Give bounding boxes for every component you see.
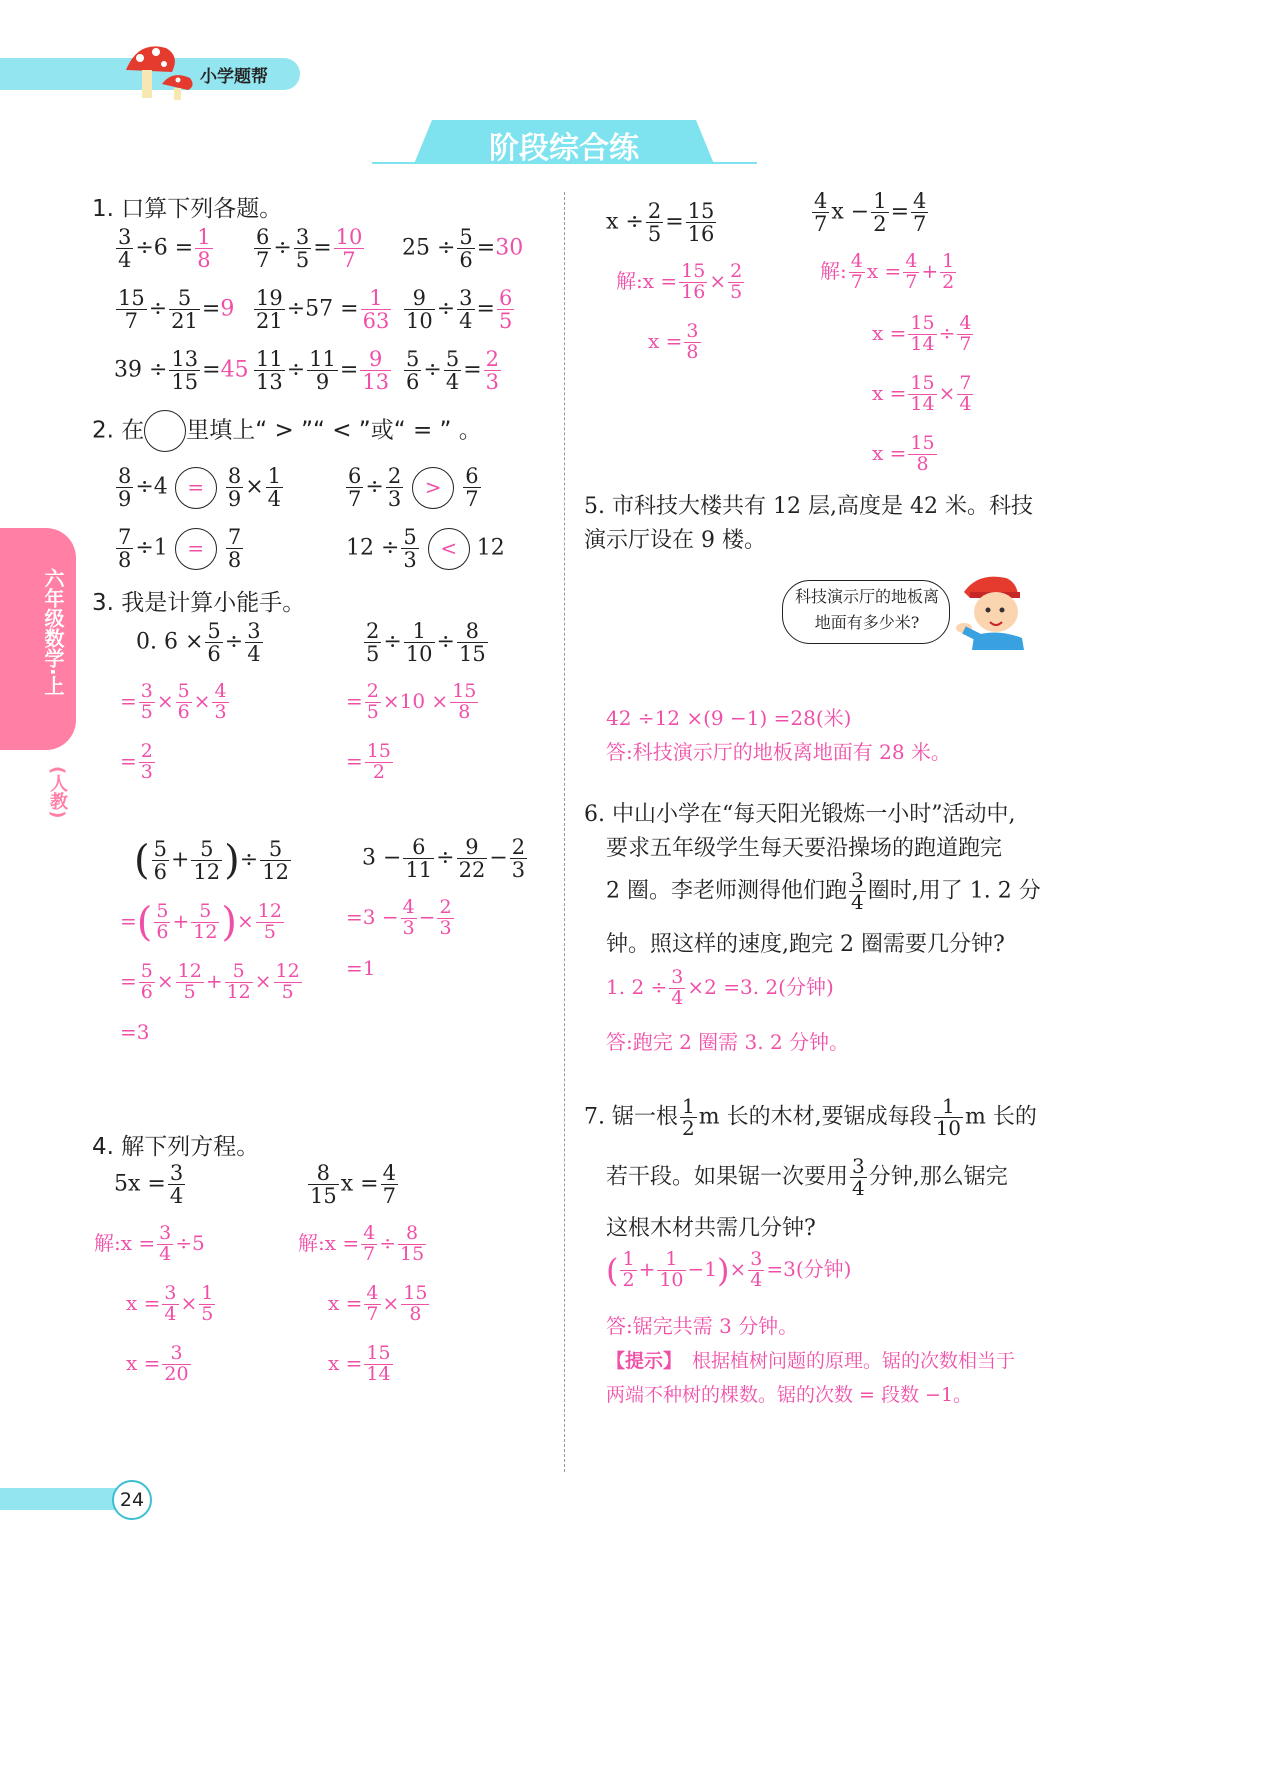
tip-label: 【提示】 [606,1350,683,1372]
page-number: 24 [112,1480,152,1520]
compare-circle[interactable]: = [175,467,217,509]
q5-reply: 答:科技演示厅的地板离地面有 28 米。 [606,740,951,764]
q3-problem-4: 3 − $\frac{6}{11}$ ÷ $\frac{9}{22}$ − $\frac{2}{3}$ [362,835,526,883]
compare-circle[interactable]: = [175,528,217,570]
q4-e4-step2: x = $\frac{15}{14}$ ÷ $\frac{4}{7}$ [872,312,972,355]
q4-eq-3: x ÷ $\frac{2}{5}$ = $\frac{15}{16}$ [606,199,715,247]
speech-bubble-text: 科技演示厅的地板离地面有多少米? [794,587,939,632]
q4-e4-step3: x = $\frac{15}{14}$ × $\frac{7}{4}$ [872,372,972,415]
q3-problem-2: $\frac{2}{5}$ ÷ $\frac{1}{10}$ ÷ $\frac{8}{15}$ [366,619,486,667]
q4-eq-4: $\frac{4}{7}$ x − $\frac{1}{2}$ = $\frac{4}{7}$ [814,189,927,237]
q6-reply: 答:跑完 2 圈需 3. 2 分钟。 [606,1030,850,1054]
q4-e4-step4: x = $\frac{15}{8}$ [872,432,935,475]
q3-problem-1: 0. 6 × $\frac{5}{6}$ ÷ $\frac{3}{4}$ [136,619,261,667]
q3-p2-step2: = $\frac{15}{2}$ [346,740,391,783]
q4-title: 4. 解下列方程。 [92,1134,260,1160]
q1-item-5: $\frac{19}{21}$ ÷57 = $\frac{1}{63}$ [256,286,390,334]
q2-item-2: $\frac{6}{7}$ ÷ $\frac{2}{3}$ > $\frac{6}{7}$ [348,464,479,512]
q3-p3-step1: =( $\frac{5}{6}$ + $\frac{5}{12}$ )× $\frac{12}{5}$ [120,899,282,946]
section-title: 阶段综合练 [489,131,639,166]
q6-line-2: 要求五年级学生每天要沿操场的跑道跑完 [606,836,1003,861]
q1-item-3: 25 ÷ $\frac{5}{6}$ =30 [402,225,524,273]
q1-item-1: $\frac{3}{4}$ ÷6 = $\frac{1}{8}$ [118,225,211,273]
q4-e3-step1: 解:x = $\frac{15}{16}$ × $\frac{2}{5}$ [616,260,743,303]
mushroom-icon [118,40,198,106]
q4-e1-step1: 解:x = $\frac{3}{4}$ ÷5 [94,1222,205,1265]
q6-answer: 1. 2 ÷ $\frac{3}{4}$ ×2 =3. 2(分钟) [606,966,834,1009]
q3-p4-step1: =3 − $\frac{4}{3}$ − $\frac{2}{3}$ [346,896,452,939]
q4-e4-step1: 解: $\frac{4}{7}$ x = $\frac{4}{7}$ + $\frac{1}{2}$ [820,250,955,293]
q1-item-4: $\frac{15}{7}$ ÷ $\frac{5}{21}$ =9 [118,286,235,334]
q7-tip: 【提示】 根据植树问题的原理。锯的次数相当于两端不种树的棵数。锯的次数 = 段数 −1。 [606,1350,1016,1406]
q1-item-7: 39 ÷ $\frac{13}{15}$ =45 [114,347,249,395]
q7-reply: 答:锯完共需 3 分钟。 [606,1314,799,1338]
q5-answer: 42 ÷12 ×(9 −1) =28(米) [606,706,852,730]
q3-p1-step1: = $\frac{3}{5}$ × $\frac{5}{6}$ × $\frac{4}{3}$ [120,680,227,723]
q4-e2-step1: 解:x = $\frac{4}{7}$ ÷ $\frac{8}{15}$ [298,1222,425,1265]
q5-text: 5. 市科技大楼共有 12 层,高度是 42 米。科技演示厅设在 9 楼。 [584,494,1033,554]
q3-p3-step2: = $\frac{5}{6}$ × $\frac{12}{5}$ + $\frac{5}{12}$ × $\frac{12}{5}$ [120,960,300,1003]
q2-title: 2. 在 里填上“ > ”“ < ”或“ = ” 。 [92,410,482,452]
q4-e3-step2: x = $\frac{3}{8}$ [648,320,699,363]
q6-line-1: 6. 中山小学在“每天阳光锻炼一小时”活动中, [584,802,1016,827]
q4-e2-step2: x = $\frac{4}{7}$ × $\frac{15}{8}$ [328,1282,428,1325]
boy-illustration [950,572,1034,654]
q2-item-3: $\frac{7}{8}$ ÷1 = $\frac{7}{8}$ [118,525,242,573]
column-divider [564,192,565,1472]
q1-item-2: $\frac{6}{7}$ ÷ $\frac{3}{5}$ = $\frac{10}{7}$ [256,225,363,273]
q6-line-4: 钟。照这样的速度,跑完 2 圈需要几分钟? [606,932,1005,957]
q3-p1-step2: = $\frac{2}{3}$ [120,740,153,783]
q1-item-6: $\frac{9}{10}$ ÷ $\frac{3}{4}$ = $\frac{6}{5}$ [406,286,513,334]
compare-circle[interactable]: > [412,467,454,509]
q7-line-1: 7. 锯一根 $\frac{1}{2}$ m 长的木材,要锯成每段 $\frac{1}{10}$ m 长的 [584,1094,1037,1140]
q7-line-3: 这根木材共需几分钟? [606,1216,816,1241]
q4-e1-step2: x = $\frac{3}{4}$ × $\frac{1}{5}$ [126,1282,214,1325]
side-tab-edition: (人教) [47,766,68,819]
q3-problem-3: ( $\frac{5}{6}$ + $\frac{5}{12}$ )÷ $\frac{5}{12}$ [134,837,289,885]
q3-title: 3. 我是计算小能手。 [92,590,306,616]
q1-title: 1. 口算下列各题。 [92,196,283,222]
q4-eq-2: $\frac{8}{15}$ x = $\frac{4}{7}$ [310,1161,396,1209]
brand-label: 小学题帮 [200,67,268,87]
q1-item-9: $\frac{5}{6}$ ÷ $\frac{5}{4}$ = $\frac{2}{3}$ [406,347,499,395]
q3-p2-step1: = $\frac{2}{5}$ ×10 × $\frac{15}{8}$ [346,680,477,723]
q6-line-3: 2 圈。李老师测得他们跑 $\frac{3}{4}$ 圈时,用了 1. 2 分 [606,868,1041,914]
q4-eq-1: 5x = $\frac{3}{4}$ [114,1161,184,1209]
q3-p4-step2: =1 [346,956,376,980]
q4-e1-step3: x = $\frac{3}{20}$ [126,1342,189,1385]
footer-bar [0,1488,130,1510]
q7-answer: ( $\frac{1}{2}$ + $\frac{1}{10}$ −1)× $\frac{3}{4}$ =3(分钟) [606,1248,852,1291]
q2-item-1: $\frac{8}{9}$ ÷4 = $\frac{8}{9}$ × $\frac{1}{4}$ [118,464,281,512]
q4-e2-step3: x = $\frac{15}{14}$ [328,1342,391,1385]
side-tab-grade: 六年级数学·上 [41,568,65,696]
q7-line-2: 若干段。如果锯一次要用 $\frac{3}{4}$ 分钟,那么锯完 [606,1154,1008,1200]
q3-p3-step3: =3 [120,1020,150,1044]
q1-item-8: $\frac{11}{13}$ ÷ $\frac{11}{9}$ = $\frac{9}{13}$ [256,347,390,395]
q2-item-4: 12 ÷ $\frac{5}{3}$ < 12 [346,525,505,573]
compare-circle[interactable]: < [428,528,470,570]
